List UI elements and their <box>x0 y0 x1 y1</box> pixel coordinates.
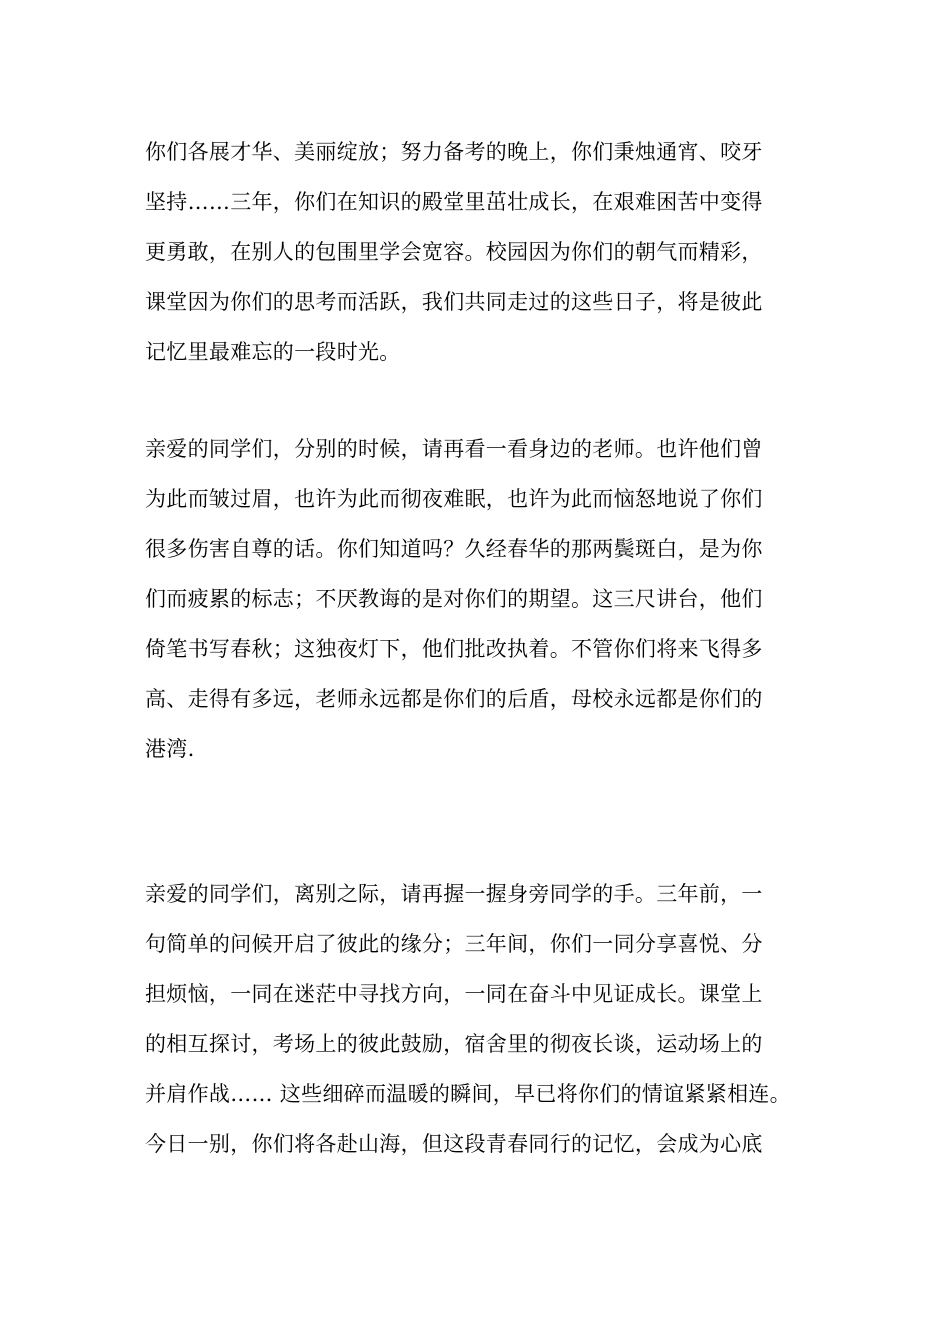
text-line: 为此而皱过眉，也许为此而彻夜难眠，也许为此而恼怒地说了你们 <box>145 487 763 511</box>
text-line: 很多伤害自尊的话。你们知道吗？久经春华的那两鬓斑白，是为你 <box>145 537 763 561</box>
text-line: 亲爱的同学们，分别的时候，请再看一看身边的老师。也许他们曾 <box>145 437 763 461</box>
text-line: 港湾. <box>145 737 195 761</box>
text-line: 更勇敢，在别人的包围里学会宽容。校园因为你们的朝气而精彩， <box>145 240 763 264</box>
text-line: 亲爱的同学们，离别之际，请再握一握身旁同学的手。三年前，一 <box>145 882 763 906</box>
text-line: 坚持……三年，你们在知识的殿堂里茁壮成长，在艰难困苦中变得 <box>145 190 763 214</box>
text-line: 今日一别，你们将各赴山海，但这段青春同行的记忆，会成为心底 <box>145 1132 763 1156</box>
text-line: 并肩作战…… 这些细碎而温暖的瞬间，早已将你们的情谊紧紧相连。 <box>145 1082 791 1106</box>
text-line: 句简单的问候开启了彼此的缘分；三年间，你们一同分享喜悦、分 <box>145 932 763 956</box>
text-line: 们而疲累的标志；不厌教诲的是对你们的期望。这三尺讲台，他们 <box>145 587 763 611</box>
paragraph-1 <box>145 127 825 377</box>
paragraph-2 <box>145 424 825 774</box>
text-line: 记忆里最难忘的一段时光。 <box>145 340 401 364</box>
text-line: 倚笔书写春秋；这独夜灯下，他们批改执着。不管你们将来飞得多 <box>145 637 763 661</box>
text-line: 高、走得有多远，老师永远都是你们的后盾，母校永远都是你们的 <box>145 687 763 711</box>
text-line: 课堂因为你们的思考而活跃，我们共同走过的这些日子，将是彼此 <box>145 290 763 314</box>
text-line: 的相互探讨，考场上的彼此鼓励，宿舍里的彻夜长谈，运动场上的 <box>145 1032 763 1056</box>
text-line: 你们各展才华、美丽绽放；努力备考的晚上，你们秉烛通宵、咬牙 <box>145 140 763 164</box>
text-line: 担烦恼，一同在迷茫中寻找方向，一同在奋斗中见证成长。课堂上 <box>145 982 763 1006</box>
paragraph-3 <box>145 869 825 1169</box>
